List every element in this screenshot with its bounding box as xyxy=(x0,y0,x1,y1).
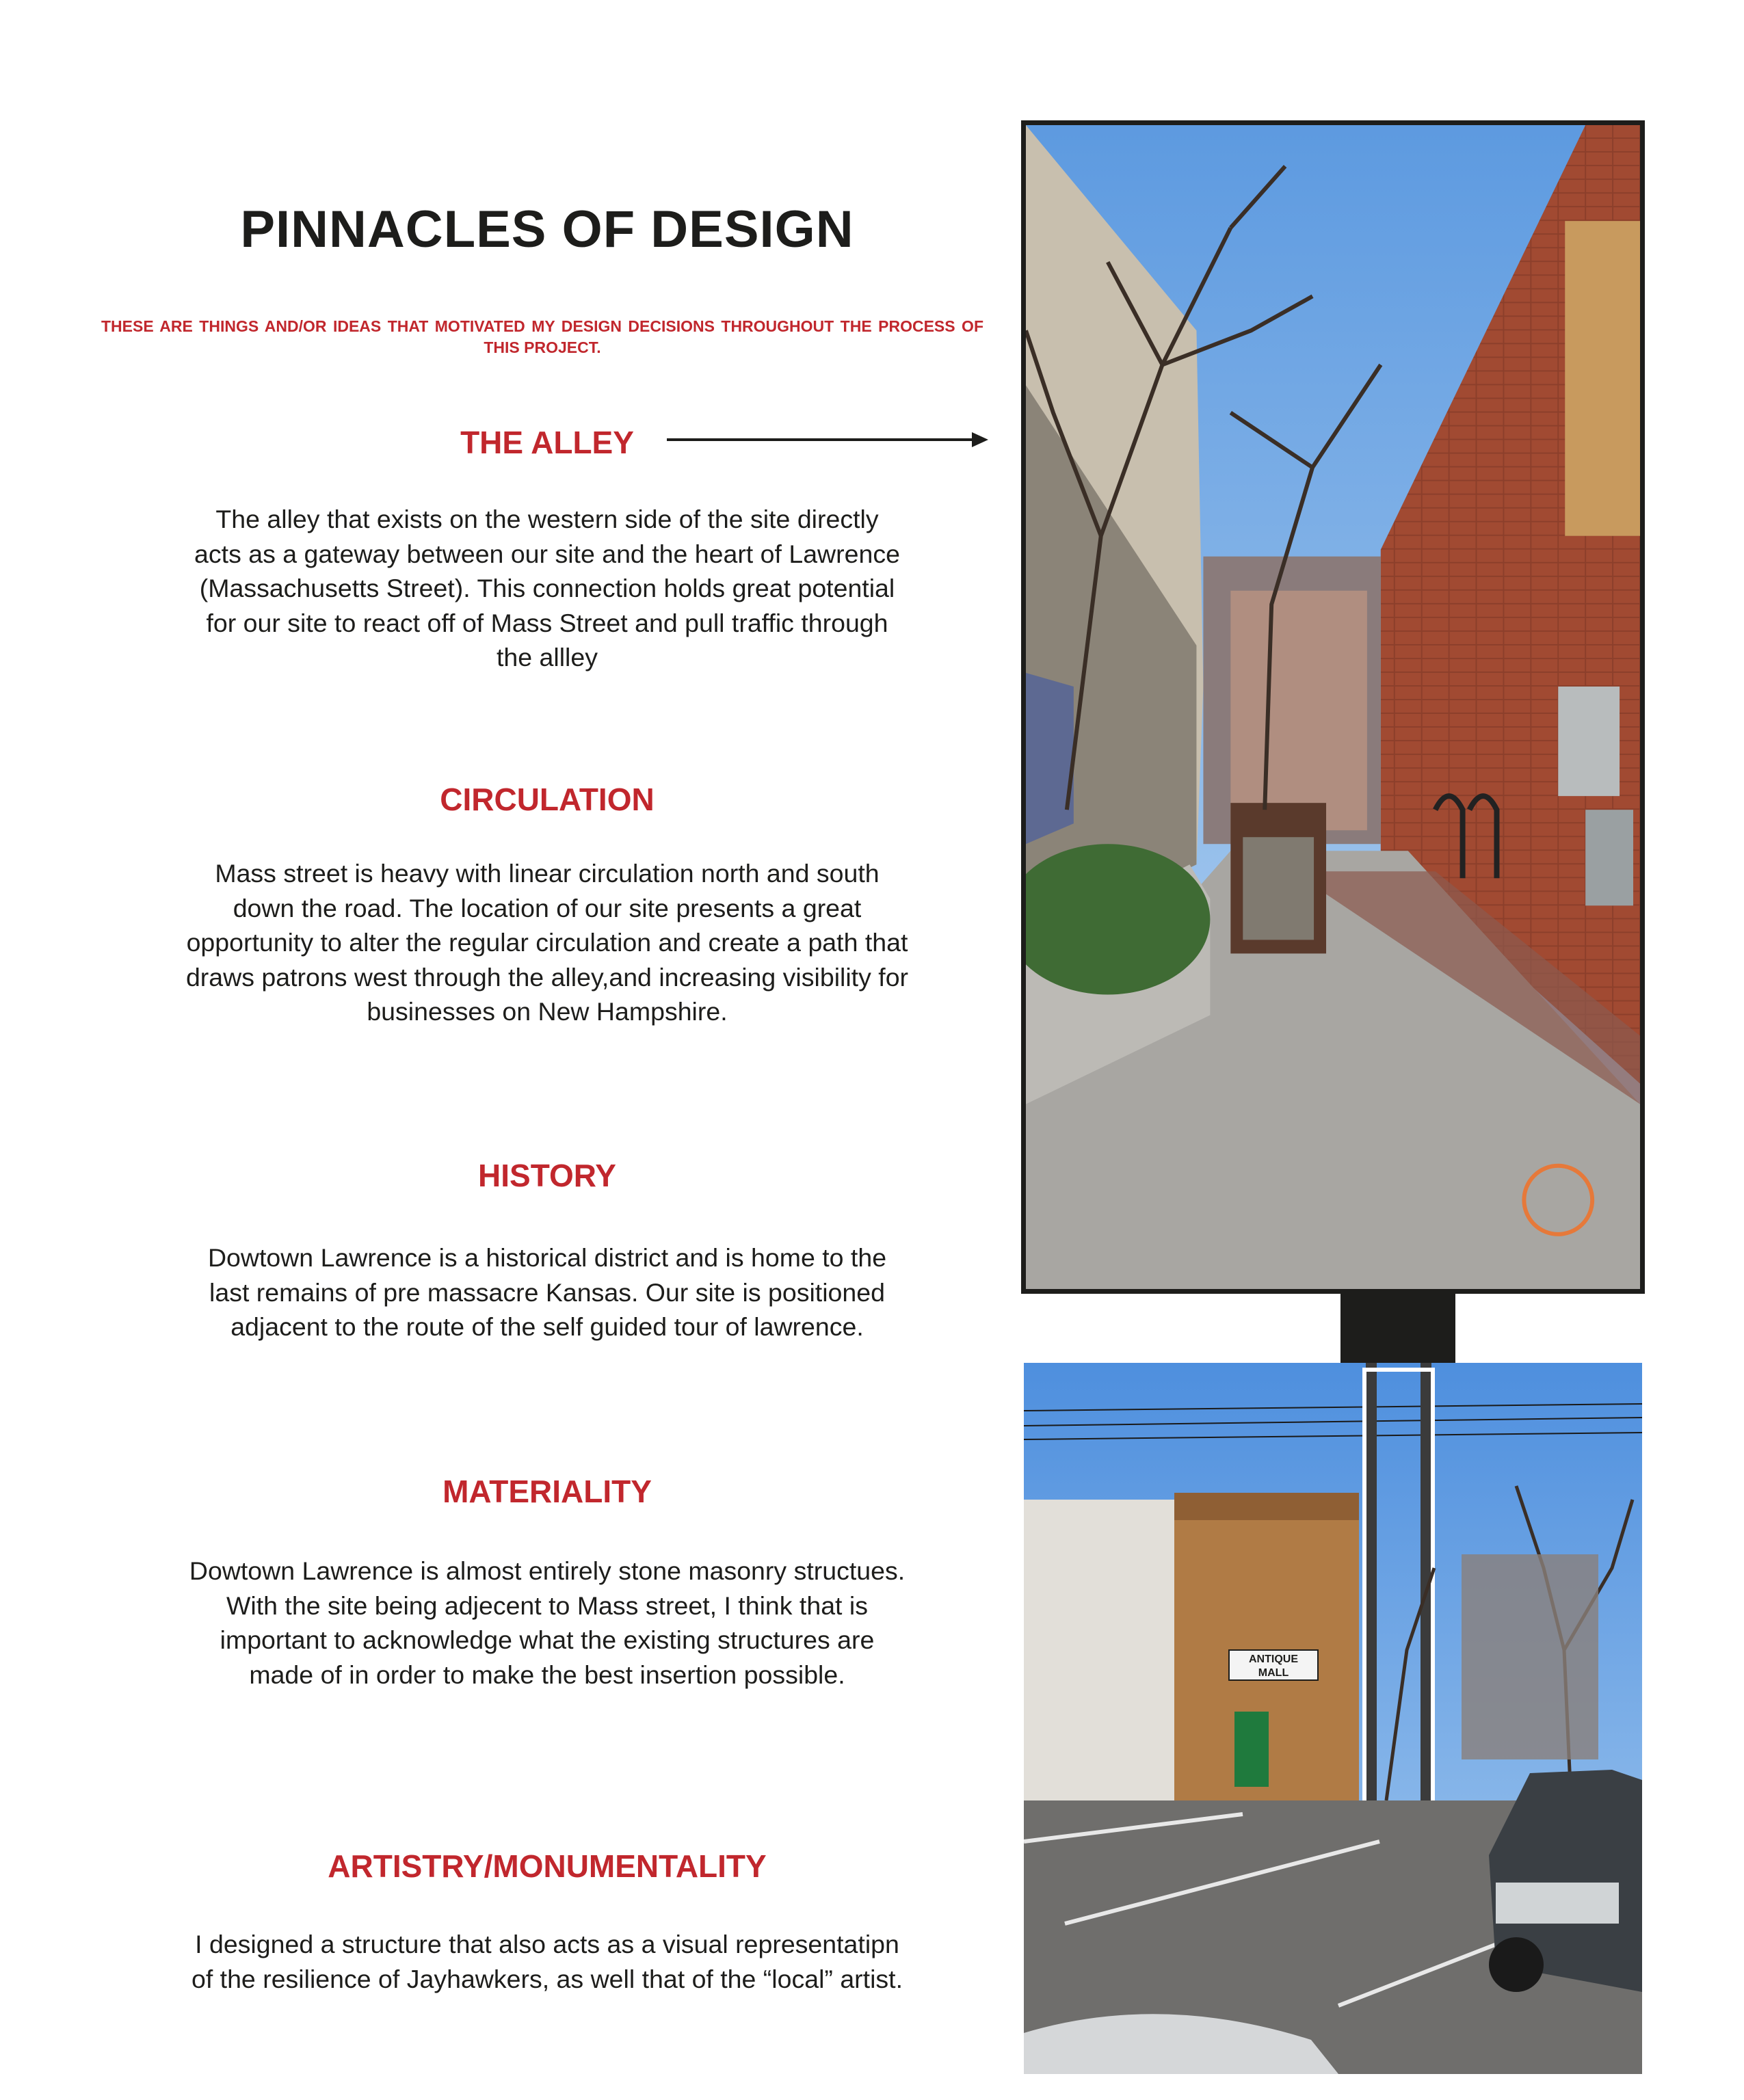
text-line: businesses on New Hampshire. xyxy=(367,997,728,1026)
page-subtitle: THESE ARE THINGS AND/OR IDEAS THAT MOTIVATED MY DESIGN DECISIONS THROUGHOUT THE PROCESS OF THIS PROJECT. xyxy=(101,317,983,356)
sign-text: ANTIQUE xyxy=(1249,1653,1298,1665)
text-line: made of in order to make the best insertion possible. xyxy=(249,1660,845,1689)
sign-text: MALL xyxy=(1258,1667,1289,1679)
text-line: last remains of pre massacre Kansas. Our site is positioned xyxy=(209,1277,885,1307)
section-heading-history: HISTORY xyxy=(478,1158,616,1193)
text-line: I designed a structure that also acts as a visual representatipn xyxy=(195,1930,899,1958)
frame-connector xyxy=(1340,1294,1455,1373)
section-heading-circulation: CIRCULATION xyxy=(440,782,655,817)
text-line: draws patrons west through the alley,and increasing visibility for xyxy=(185,962,909,992)
section-heading-materiality: MATERIALITY xyxy=(442,1474,652,1509)
text-line: Dowtown Lawrence is a historical district and is home to the xyxy=(207,1243,887,1272)
text-line: the allley xyxy=(496,643,598,672)
section-body-artistry xyxy=(130,1927,964,1996)
section-body-history xyxy=(130,1240,964,1344)
text-line: of the resilience of Jayhawkers, as well that of the “local” artist. xyxy=(191,1964,903,1993)
street-photo-illustration xyxy=(1024,1363,1642,2074)
page-title: PINNACLES OF DESIGN xyxy=(240,200,854,258)
section-heading-alley: THE ALLEY xyxy=(460,425,634,460)
section-heading-artistry: ARTISTRY/MONUMENTALITY xyxy=(328,1848,767,1884)
text-line: opportunity to alter the regular circulation and create a path that xyxy=(186,928,908,957)
section-body-circulation xyxy=(130,856,964,1029)
text-line: acts as a gateway between our site and the heart of Lawrence xyxy=(194,539,900,568)
arrow-right-icon xyxy=(667,429,988,450)
street-photo xyxy=(1024,1363,1642,2074)
section-body-alley xyxy=(130,502,964,675)
section-body-materiality xyxy=(130,1554,964,1692)
text-line: With the site being adjecent to Mass street, I think that is xyxy=(226,1591,868,1620)
text-line: Mass street is heavy with linear circulation north and south xyxy=(215,859,880,888)
text-line: The alley that exists on the western side of the site directly xyxy=(215,505,879,533)
text-line: Dowtown Lawrence is almost entirely stone masonry structues. xyxy=(189,1556,906,1585)
text-line: (Massachusetts Street). This connection holds great potential xyxy=(199,574,895,602)
text-line: important to acknowledge what the existing structures are xyxy=(220,1625,875,1654)
text-line: for our site to react off of Mass Street and pull traffic through xyxy=(206,608,888,637)
alley-photo-illustration xyxy=(1026,125,1640,1289)
text-line: adjacent to the route of the self guided tour of lawrence. xyxy=(230,1312,864,1341)
alley-photo xyxy=(1021,120,1645,1294)
text-line: down the road. The location of our site presents a great xyxy=(233,893,862,922)
